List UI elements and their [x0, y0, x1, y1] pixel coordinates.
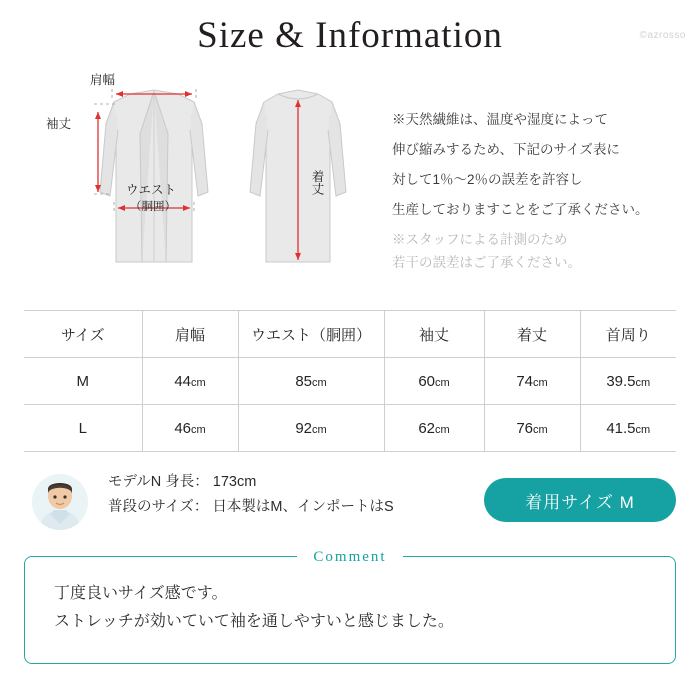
comment-line: 丁度良いサイズ感です。: [54, 585, 228, 602]
cell-size: L: [24, 405, 142, 452]
value: 39.5: [606, 372, 636, 390]
th-length: 着丈: [484, 311, 580, 358]
cell-waist: [238, 405, 384, 452]
cell-waist: [238, 358, 384, 405]
cell-shoulder: [142, 358, 238, 405]
note-faint-line: ※スタッフによる計測のため: [392, 231, 568, 247]
model-name-height: モデルN 身長： 173cm: [108, 474, 257, 490]
label-waist-sub: （胴囲）: [130, 201, 176, 213]
garment-diagram: [26, 72, 376, 297]
label-length: 着丈: [310, 170, 324, 195]
value: 92: [295, 419, 312, 437]
value: 44: [174, 372, 191, 390]
unit: cm: [312, 376, 327, 389]
th-shoulder: 肩幅: [142, 311, 238, 358]
page-title: Size & Information: [197, 15, 503, 56]
avatar: [32, 474, 88, 530]
value: 76: [516, 419, 533, 437]
note-line: 対して1％〜2％の誤差を許容し: [392, 171, 583, 187]
th-sleeve: 袖丈: [384, 311, 484, 358]
cell-size: M: [24, 358, 142, 405]
note-line: ※天然繊維は、温度や湿度によって: [392, 112, 608, 127]
notes-block: [392, 110, 682, 276]
label-waist: ウエスト: [126, 183, 177, 197]
page-title-row: [0, 14, 700, 57]
th-waist: ウエスト（胴囲）: [238, 311, 384, 358]
unit: cm: [435, 376, 450, 389]
model-info-row: [24, 470, 676, 536]
cell-neck: [580, 405, 676, 452]
value: 85: [295, 372, 312, 390]
value: 41.5: [606, 419, 636, 437]
comment-line: ストレッチが効いていて袖を通しやすいと感じました。: [54, 613, 454, 630]
comment-heading-wrap: [0, 548, 700, 566]
note-line: 伸び縮みするため、下記のサイズ表に: [392, 141, 620, 157]
table-row: [24, 405, 676, 452]
note-faint-line: 若干の誤差はご了承ください。: [392, 254, 581, 270]
cell-length: [484, 405, 580, 452]
comment-heading: Comment: [297, 549, 402, 565]
cell-sleeve: [384, 405, 484, 452]
model-usual-size: 普段のサイズ： 日本製はM、インポートはS: [108, 499, 394, 516]
note-line: 生産しておりますことをご了承ください。: [392, 201, 649, 217]
unit: cm: [533, 423, 548, 436]
status-badge: 着用サイズ M: [484, 478, 676, 522]
th-size: サイズ: [24, 311, 142, 358]
label-sleeve: 袖丈: [46, 117, 72, 131]
table-header-row: [24, 311, 676, 358]
label-shoulder: 肩幅: [90, 73, 116, 87]
unit: cm: [635, 376, 651, 389]
value: 62: [418, 419, 435, 437]
value: 74: [516, 372, 533, 390]
size-table-wrapper: [24, 310, 676, 452]
avatar-illustration: [32, 474, 88, 530]
table-row: [24, 358, 676, 405]
unit: cm: [312, 423, 327, 436]
unit: cm: [533, 376, 548, 389]
unit: cm: [191, 423, 206, 436]
value: 60: [418, 372, 435, 390]
unit: cm: [635, 423, 651, 436]
comment-text: [54, 580, 454, 636]
value: 46: [174, 419, 191, 437]
unit: cm: [435, 423, 450, 436]
unit: cm: [191, 376, 206, 389]
cell-sleeve: [384, 358, 484, 405]
size-table: [24, 310, 676, 452]
th-neck: 首周り: [580, 311, 676, 358]
cell-shoulder: [142, 405, 238, 452]
model-text: [108, 470, 394, 521]
cell-neck: [580, 358, 676, 405]
watermark: ©azrosso: [639, 30, 686, 41]
cell-length: [484, 358, 580, 405]
